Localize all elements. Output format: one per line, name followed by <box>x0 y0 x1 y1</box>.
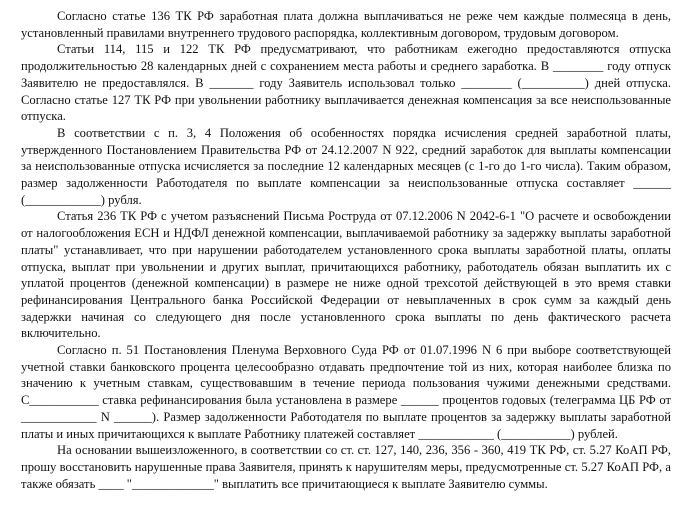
paragraph-late-payment-interest: Статья 236 ТК РФ с учетом разъяснений Письма Роструда от 07.12.2006 N 2042-6-1 "О расчете и освобождении от налогообложения ЕСН и НДФЛ денежной компенсации, выплачиваемой работнику за задержку выплаты заработной платы" устанавливает, что при нарушении работодателем установленного срока выплаты заработной платы, оплаты отпуска, выплат при увольнении и других выплат, причитающихся работнику, работодатель обязан выплатить их с уплатой процентов (денежной компенсации) в размере не ниже одной трехсотой действующей в это время ставки рефинансирования Центрального банка Российской Федерации от невыплаченных в срок сумм за каждый день задержки начиная со следующего дня после установленного срока выплаты по день фактического расчета включительно. <box>21 209 675 341</box>
paragraph-average-earnings: В соответствии с п. 3, 4 Положения об особенностях порядка исчисления средней заработной платы, утвержденного Постановлением Правительства РФ от 24.12.2007 N 922, средний заработок для выплаты компенсации за неиспользованные отпуска исчисляется за последние 12 календарных месяцев (с 1-го до 1-го числа). Таким образом, размер задолженности Работодателя по выплате компенсации за неиспользованные отпуска составляет ______ (____________) рубля. <box>21 125 675 207</box>
paragraph-refinancing-rate: Согласно п. 51 Постановления Пленума Верховного Суда РФ от 01.07.1996 N 6 при выборе соответствующей учетной ставки банковского процента целесообразно отдавать предпочтение той из них, которая наиболее близка по значению к учетным ставкам, существовавшим в течение периода пользования чужими денежными средствами. С___________ ставка рефинансирования была установлена в размере ______ процентов годовых (телеграмма ЦБ РФ от ____________ N ______). Размер задолженности Работодателя по выплате процентов за задержку выплаты заработной платы и иных причитающихся к выплате Работнику платежей составляет ____________ (___________) рублей. <box>21 343 675 441</box>
document-body <box>21 8 675 492</box>
paragraph-wage-payment-frequency: Согласно статье 136 ТК РФ заработная плата должна выплачиваться не реже чем каждые полмесяца в день, установленный правилами внутреннего трудового распорядка, коллективным договором, трудовым договором. <box>21 9 675 40</box>
paragraph-request: На основании вышеизложенного, в соответствии со ст. ст. 127, 140, 236, 356 - 360, 419 ТК РФ, ст. 5.27 КоАП РФ, прошу восстановить нарушенные права Заявителя, принять к нарушителям меры, предусмотренные ст. 5.27 КоАП РФ, а также обязать ____ "_____________" выплатить все причитающиеся к выплате Заявителю суммы. <box>21 443 675 491</box>
paragraph-vacation-compensation: Статьи 114, 115 и 122 ТК РФ предусматривают, что работникам ежегодно предоставляются отпуска продолжительностью 28 календарных дней с сохранением места работы и среднего заработка. В ________ году отпуск Заявителю не предоставлялся. В _______ году Заявитель использовал только ________ (__________) дней отпуска. Согласно статье 127 ТК РФ при увольнении работнику выплачивается денежная компенсация за все неиспользованные отпуска. <box>21 42 675 124</box>
